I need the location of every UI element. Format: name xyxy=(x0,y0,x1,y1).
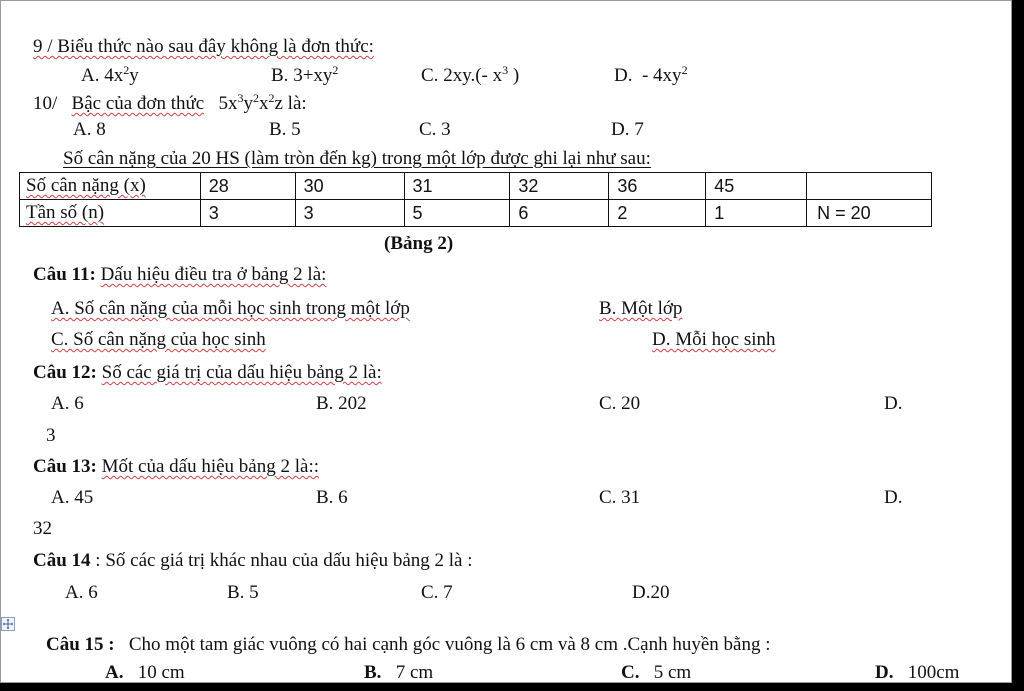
q10-number: 10/ xyxy=(33,93,58,114)
q10-option-a: A. 8 xyxy=(73,119,106,140)
q15-d-text: 100cm xyxy=(907,662,960,683)
q10-option-d: D. 7 xyxy=(611,119,644,140)
q11-d-text: D. Mỗi học sinh xyxy=(652,329,776,350)
q10-expr-d: z là: xyxy=(274,93,307,114)
q11-option-c xyxy=(51,328,266,352)
q13-text: Mốt của dấu hiệu bảng 2 là:: xyxy=(101,456,320,477)
row2-header-text: Tần số (n) xyxy=(26,202,105,223)
table-row xyxy=(20,200,932,227)
q10-expression xyxy=(219,93,307,114)
q12-text: Số các giá trị của dấu hiệu bảng 2 là: xyxy=(101,362,382,383)
table-cell: 3 xyxy=(200,200,295,227)
move-handle-icon[interactable] xyxy=(1,617,15,631)
q10-option-b: B. 5 xyxy=(269,119,301,140)
q9-a-label: A. xyxy=(81,65,100,86)
q9-option-a xyxy=(81,64,139,88)
q13-stem xyxy=(33,455,319,479)
q15-option-c xyxy=(621,661,691,683)
q9-d-pre: - 4xy xyxy=(641,65,682,86)
table-cell: 45 xyxy=(706,173,807,200)
q13-option-a: A. 45 xyxy=(51,487,94,508)
q11-stem xyxy=(33,263,326,287)
q11-label: Câu 11: xyxy=(33,264,96,285)
q11-b-text: B. Một lớp xyxy=(599,298,683,319)
table-cell: 2 xyxy=(609,200,706,227)
q15-option-a xyxy=(105,661,185,683)
q15-a-text: 10 cm xyxy=(137,662,185,683)
q9-d-label: D. xyxy=(614,65,633,86)
q10-text: Bậc của đơn thức xyxy=(71,93,205,114)
table-intro xyxy=(63,147,651,171)
q15-d-label: D. xyxy=(875,662,894,683)
q14-text: : Số các giá trị khác nhau của dấu hiệu bảng 2 là : xyxy=(95,550,473,571)
table-caption: (Bảng 2) xyxy=(384,233,454,254)
q10-expr-a: 5x xyxy=(218,93,238,114)
q15-stem xyxy=(46,633,771,657)
q9-a-pre: 4x xyxy=(104,65,124,86)
table-intro-text: Số cân nặng của 20 HS (làm tròn đến kg) trong một lớp được ghi lại như sau: xyxy=(63,148,651,169)
q12-option-d-value: 3 xyxy=(46,425,56,446)
q9-c-post: ) xyxy=(508,65,520,86)
q15-text: Cho một tam giác vuông có hai cạnh góc vuông là 6 cm và 8 cm .Cạnh huyền bằng : xyxy=(128,634,771,655)
q9-b-pre: 3+xy xyxy=(293,65,333,86)
q15-a-label: A. xyxy=(105,662,124,683)
q15-b-text: 7 cm xyxy=(395,662,434,683)
q10-stem xyxy=(33,92,307,116)
q13-option-c: C. 31 xyxy=(599,487,641,508)
q11-option-a xyxy=(51,297,410,321)
q15-c-text: 5 cm xyxy=(653,662,692,683)
q15-option-b xyxy=(364,661,433,683)
q9-d-exp: 2 xyxy=(681,63,688,77)
q13-option-d: D. xyxy=(884,487,903,508)
table-cell-header xyxy=(20,200,201,227)
q13-option-d-value: 32 xyxy=(33,518,52,539)
q9-c-exp: 3 xyxy=(502,63,509,77)
table-cell: 28 xyxy=(200,173,295,200)
table-cell xyxy=(807,173,932,200)
q11-option-b xyxy=(599,297,682,321)
table-cell: 31 xyxy=(404,173,510,200)
q9-option-d xyxy=(614,64,688,88)
table-row xyxy=(20,173,932,200)
q9-b-label: B. xyxy=(271,65,289,86)
q14-option-b: B. 5 xyxy=(227,582,259,603)
q14-option-c: C. 7 xyxy=(421,582,453,603)
q11-text: Dấu hiệu điều tra ở bảng 2 là: xyxy=(100,264,327,285)
table-cell-header xyxy=(20,173,201,200)
q9-a-exp: 2 xyxy=(123,63,130,77)
move-arrows-icon xyxy=(2,618,14,630)
q9-c-label: C. xyxy=(421,65,439,86)
q15-c-label: C. xyxy=(621,662,640,683)
table-cell: 6 xyxy=(510,200,609,227)
table-cell: 5 xyxy=(404,200,510,227)
q11-a-text: A. Số cân nặng của mỗi học sinh trong một lớp xyxy=(51,298,410,319)
q13-option-b: B. 6 xyxy=(316,487,348,508)
q10-expr-e1: 3 xyxy=(237,91,244,105)
frequency-table xyxy=(19,172,932,227)
table-cell: 32 xyxy=(510,173,609,200)
q10-expr-e3: 2 xyxy=(268,91,275,105)
q10-expr-c: x xyxy=(259,93,269,114)
q14-option-a: A. 6 xyxy=(65,582,98,603)
q10-option-c: C. 3 xyxy=(419,119,451,140)
q9-text xyxy=(33,35,374,59)
q11-option-d xyxy=(652,328,776,352)
q12-option-c: C. 20 xyxy=(599,393,641,414)
q15-b-label: B. xyxy=(364,662,382,683)
q12-option-b: B. 202 xyxy=(316,393,367,414)
q12-label: Câu 12: xyxy=(33,362,97,383)
q14-stem xyxy=(33,549,473,573)
q9-c-pre: 2xy.(- x xyxy=(443,65,503,86)
q12-stem xyxy=(33,361,382,385)
q9-stem: 9 / Biểu thức nào sau đây không là đơn thức: xyxy=(33,36,374,57)
table-cell: 3 xyxy=(295,200,404,227)
q10-expr-e2: 2 xyxy=(253,91,259,105)
q14-label: Câu 14 xyxy=(33,550,91,571)
q15-option-d xyxy=(875,661,959,683)
q15-label: Câu 15 : xyxy=(46,634,115,655)
table-cell: 30 xyxy=(295,173,404,200)
q10-expr-b: y xyxy=(243,93,253,114)
q9-option-c xyxy=(421,64,519,88)
q14-option-d: D.20 xyxy=(632,582,670,603)
q11-c-text: C. Số cân nặng của học sinh xyxy=(51,329,266,350)
table-cell: 1 xyxy=(706,200,807,227)
table-cell: 36 xyxy=(609,173,706,200)
table-cell: N = 20 xyxy=(807,200,932,227)
q9-a-post: y xyxy=(129,65,139,86)
q13-label: Câu 13: xyxy=(33,456,97,477)
q12-option-d: D. xyxy=(884,393,903,414)
q9-b-exp: 2 xyxy=(332,63,339,77)
row1-header-text: Số cân nặng (x) xyxy=(26,175,146,196)
q12-option-a: A. 6 xyxy=(51,393,84,414)
q9-option-b xyxy=(271,64,338,88)
